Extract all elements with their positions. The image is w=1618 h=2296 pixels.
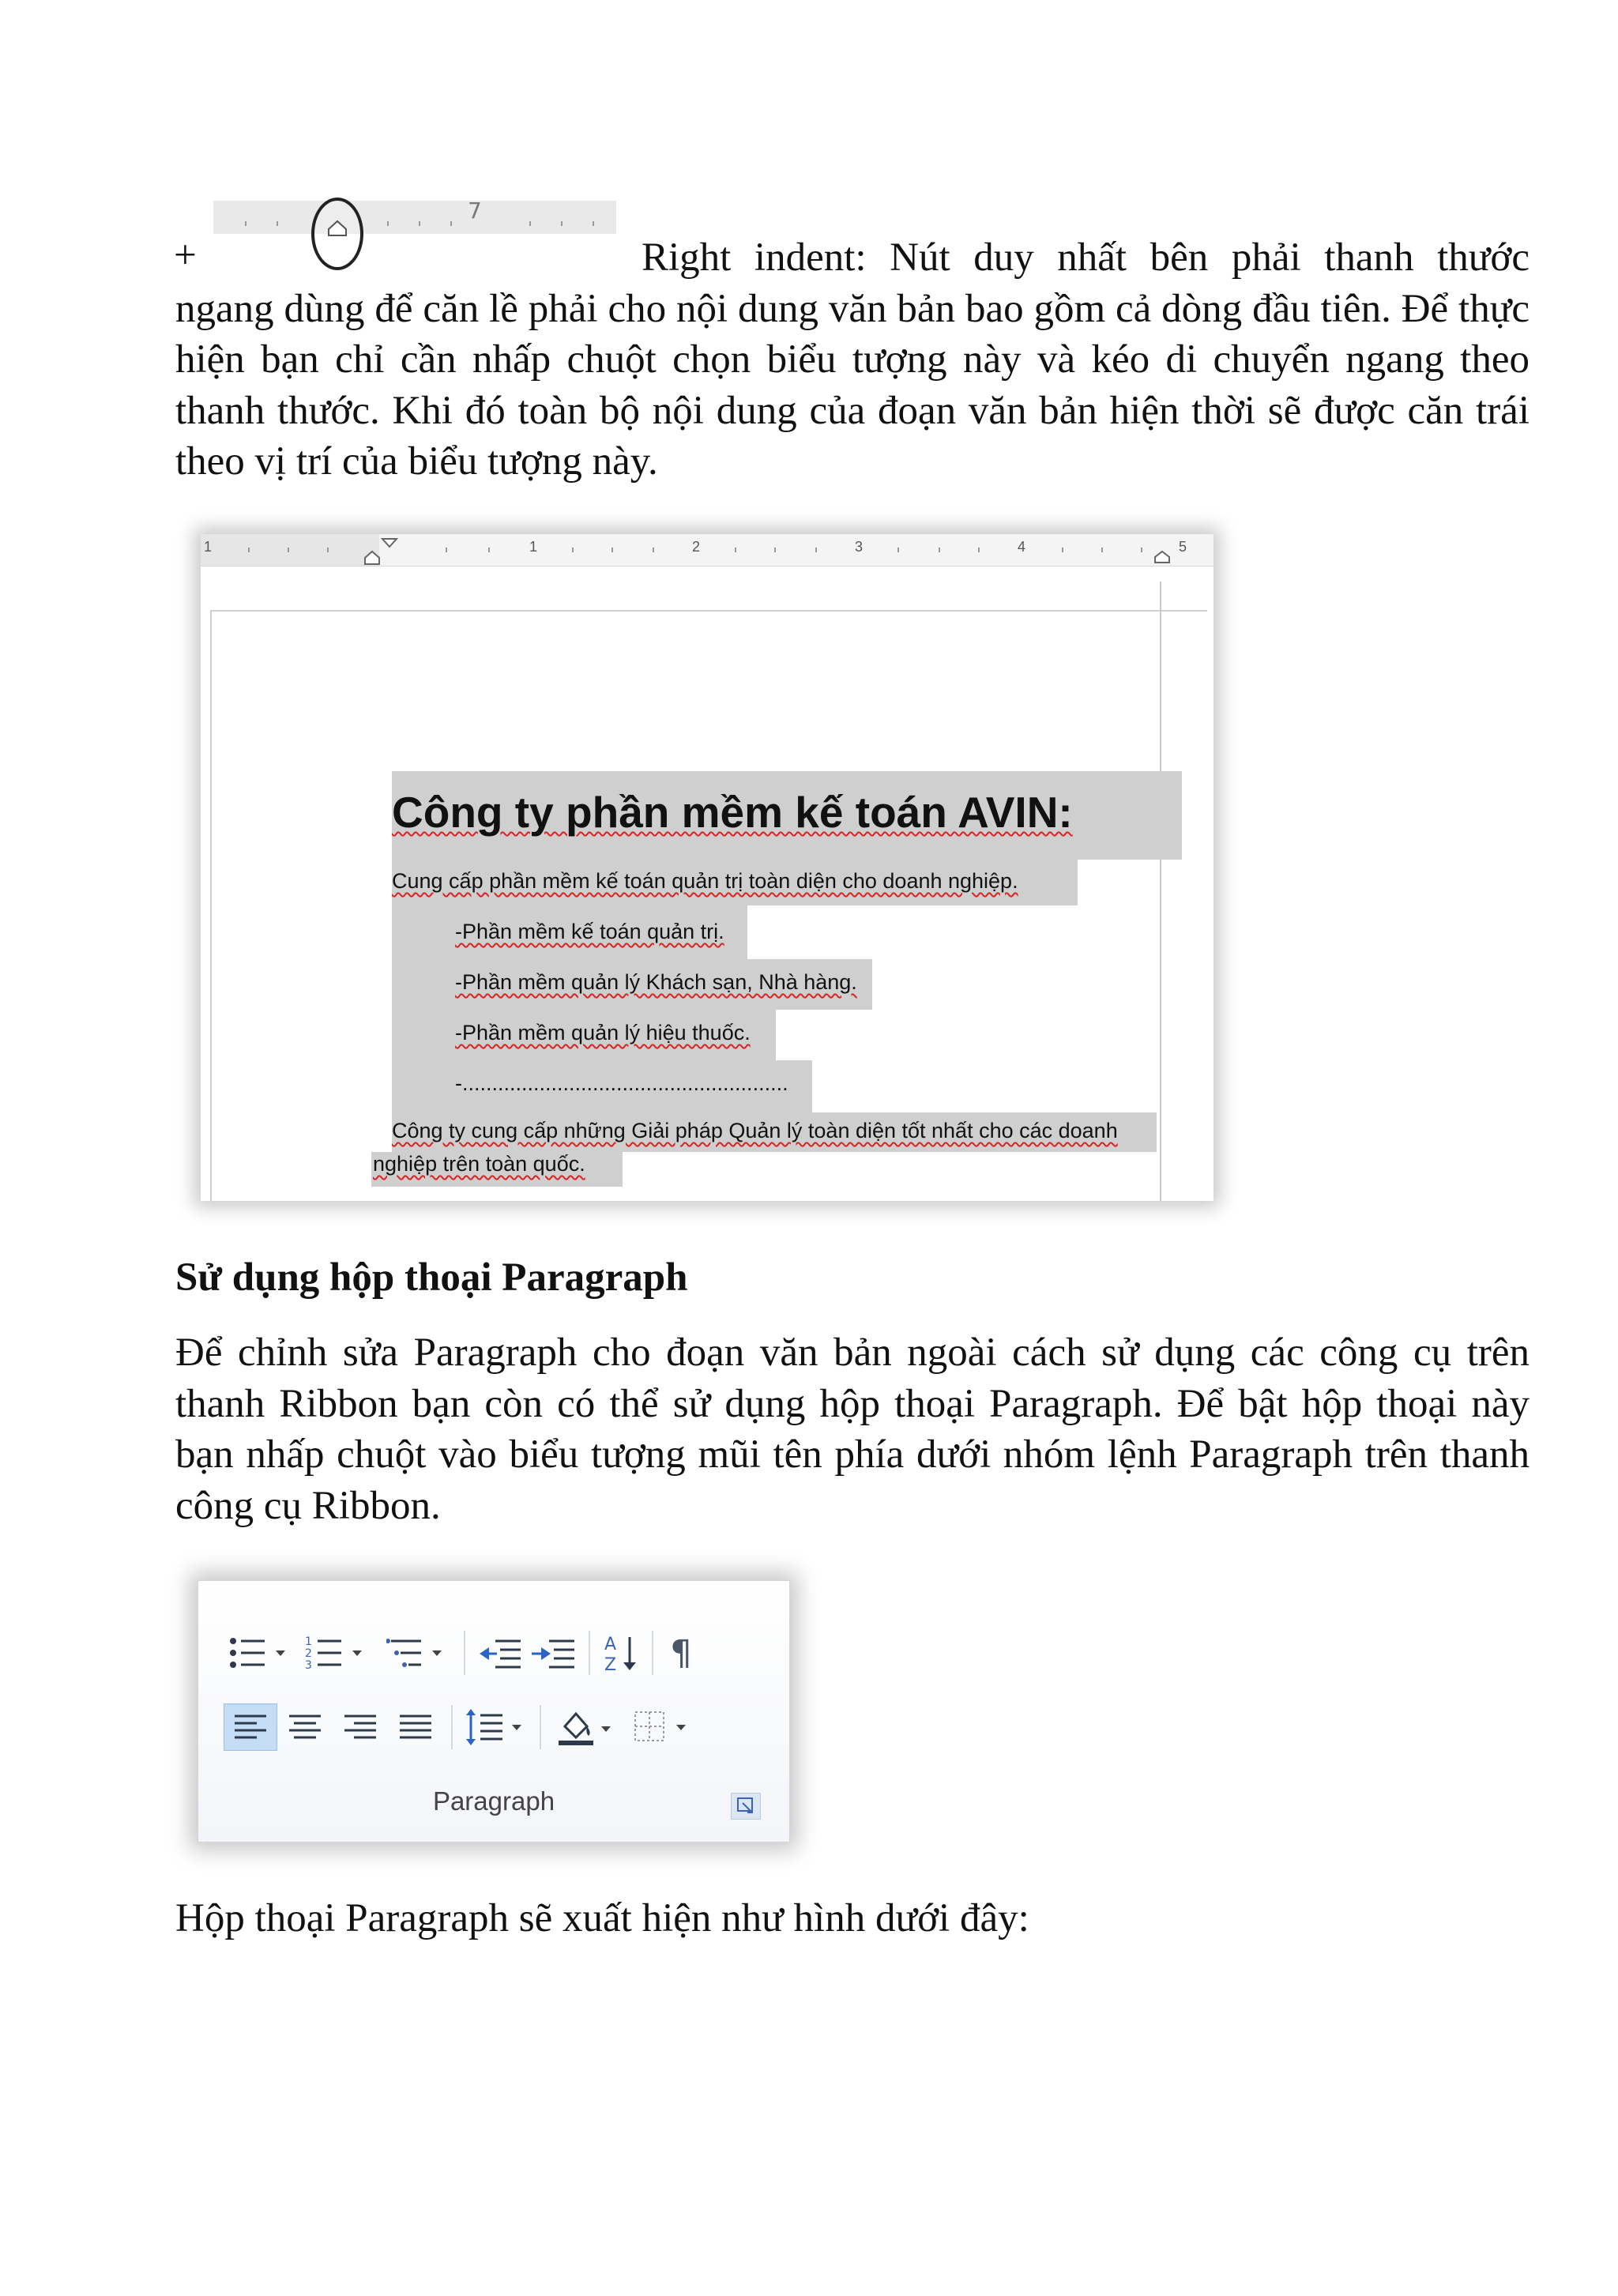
pilcrow-icon[interactable]: ¶ [670, 1632, 692, 1673]
doc-list-item: -Phần mềm kế toán quản trị. [455, 920, 724, 943]
line-spacing-icon[interactable] [461, 1704, 532, 1750]
shading-icon[interactable] [549, 1704, 628, 1750]
bullet-plus: + [174, 233, 197, 277]
increase-indent-icon[interactable] [527, 1630, 581, 1676]
intro-paragraph: Right indent: Nút duy nhất bên phải thanh thước ngang dùng để căn lề phải cho nội dung văn bản bao gồm cả dòng đầu tiên. Để thực hiện bạn chỉ cần nhấp chuột chọn biểu tượng này và kéo di chuyển ngang theo thanh thước. Khi đó toàn bộ nội dung của đoạn văn bản hiện thời sẽ được căn trái theo vị trí của biểu tượng này. [175, 235, 1530, 484]
svg-text:3: 3 [305, 1659, 312, 1671]
section-heading: Sử dụng hộp thoại Paragraph [175, 1255, 688, 1300]
ruler-number: 4 [1018, 539, 1026, 555]
mini-ruler-number: 7 [468, 198, 482, 224]
section-paragraph: Để chỉnh sửa Paragraph cho đoạn văn bản ngoài cách sử dụng các công cụ trên thanh Ribbon bạn còn có thể sử dụng hộp thoại Paragraph. Để bật hộp thoại này bạn nhấp chuột vào biểu tượng mũi tên phía dưới nhóm lệnh Paragraph trên thanh công cụ Ribbon. [175, 1331, 1530, 1528]
doc-title: Công ty phần mềm kế toán AVIN: [392, 788, 1073, 837]
group-label: Paragraph [432, 1786, 555, 1816]
sort-icon[interactable] [598, 1630, 644, 1676]
dialog-launcher-icon[interactable] [731, 1793, 761, 1820]
svg-text:Z: Z [604, 1655, 617, 1673]
doc-list-item: -Phần mềm quản lý Khách sạn, Nhà hàng. [455, 970, 857, 994]
ruler-number: 5 [1179, 539, 1187, 555]
document-screenshot [201, 534, 1214, 1201]
borders-icon[interactable] [628, 1704, 699, 1750]
bullets-icon[interactable] [227, 1630, 293, 1676]
ribbon-row-1 [227, 1630, 701, 1676]
align-center-icon[interactable] [277, 1704, 333, 1750]
doc-list-item: -....................................................... [455, 1071, 788, 1095]
ruler-number: 3 [855, 539, 864, 555]
footer-paragraph: Hộp thoại Paragraph sẽ xuất hiện như hình dưới đây: [175, 1896, 1029, 1940]
doc-line: nghiệp trên toàn quốc. [373, 1152, 585, 1176]
ribbon-row-2 [224, 1704, 699, 1750]
decrease-indent-icon[interactable] [473, 1630, 527, 1676]
multilevel-list-icon[interactable] [380, 1630, 456, 1676]
align-right-icon[interactable] [333, 1704, 388, 1750]
doc-line: Cung cấp phần mềm kế toán quản trị toàn diện cho doanh nghiệp. [392, 869, 1018, 893]
document-content [201, 534, 1214, 1201]
ruler-number: 1 [204, 539, 213, 555]
align-left-icon[interactable] [224, 1703, 277, 1751]
justify-icon[interactable] [388, 1704, 443, 1750]
svg-text:2: 2 [305, 1647, 312, 1660]
doc-list-item: -Phần mềm quản lý hiệu thuốc. [455, 1021, 751, 1044]
mini-ruler-snippet [213, 198, 616, 234]
paragraph-ribbon-group [198, 1580, 790, 1842]
svg-text:1: 1 [305, 1635, 312, 1648]
doc-line: Công ty cung cấp những Giải pháp Quản lý toàn diện tốt nhất cho các doanh [392, 1119, 1118, 1142]
ruler-number: 1 [529, 539, 538, 555]
ruler-number: 2 [692, 539, 701, 555]
numbering-icon[interactable] [293, 1630, 380, 1676]
svg-text:A: A [604, 1635, 617, 1654]
